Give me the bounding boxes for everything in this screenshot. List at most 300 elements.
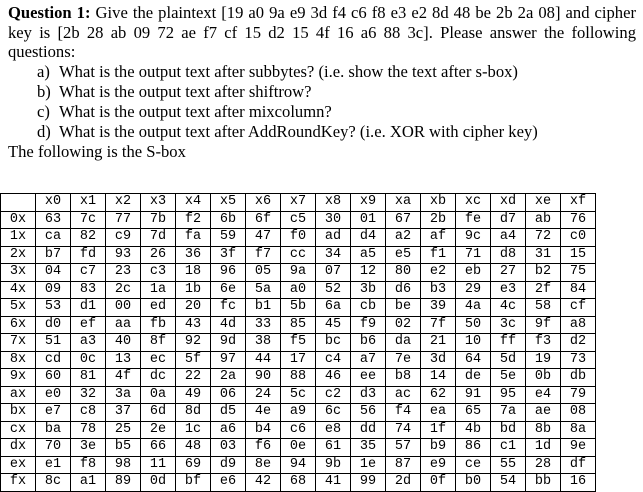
- sbox-cell: f0: [281, 229, 316, 247]
- sbox-cell: d0: [36, 316, 71, 334]
- sbox-cell: f7: [246, 246, 281, 264]
- sbox-cell: 7f: [421, 316, 456, 334]
- question-item-letter: a): [37, 61, 50, 81]
- sbox-row-header: 6x: [1, 316, 36, 334]
- sbox-cell: 92: [176, 334, 211, 352]
- sbox-col-header: x4: [176, 194, 211, 212]
- sbox-cell: d6: [386, 281, 421, 299]
- sbox-cell: 9c: [456, 229, 491, 247]
- sbox-cell: 49: [176, 386, 211, 404]
- sbox-cell: ce: [456, 456, 491, 474]
- sbox-col-header: x9: [351, 194, 386, 212]
- sbox-cell: 18: [176, 264, 211, 282]
- sbox-cell: b4: [246, 421, 281, 439]
- sbox-cell: 32: [71, 386, 106, 404]
- sbox-cell: a6: [211, 421, 246, 439]
- sbox-cell: db: [561, 369, 596, 387]
- sbox-cell: 99: [351, 474, 386, 492]
- sbox-cell: 38: [246, 334, 281, 352]
- sbox-cell: 87: [386, 456, 421, 474]
- sbox-cell: 08: [561, 404, 596, 422]
- sbox-row-header: bx: [1, 404, 36, 422]
- sbox-cell: 0b: [526, 369, 561, 387]
- sbox-cell: 98: [106, 456, 141, 474]
- sbox-cell: 43: [176, 316, 211, 334]
- question-paragraph: [8, 3, 636, 62]
- sbox-cell: f2: [176, 211, 211, 229]
- sbox-row: [1, 439, 596, 457]
- question-item: [8, 62, 636, 82]
- sbox-cell: e0: [36, 386, 71, 404]
- sbox-cell: 2f: [526, 281, 561, 299]
- sbox-cell: 76: [561, 211, 596, 229]
- sbox-cell: 41: [316, 474, 351, 492]
- sbox-cell: e6: [211, 474, 246, 492]
- sbox-col-header: xd: [491, 194, 526, 212]
- question-item-letter: b): [37, 81, 51, 101]
- sbox-row: [1, 456, 596, 474]
- sbox-cell: 40: [106, 334, 141, 352]
- sbox-cell: 97: [211, 351, 246, 369]
- sbox-cell: ab: [526, 211, 561, 229]
- sbox-cell: f6: [246, 439, 281, 457]
- sbox-cell: 3d: [421, 351, 456, 369]
- sbox-cell: 11: [141, 456, 176, 474]
- sbox-cell: b7: [36, 246, 71, 264]
- question-label: Question 1:: [8, 3, 91, 22]
- sbox-cell: 8f: [141, 334, 176, 352]
- sbox-cell: 61: [316, 439, 351, 457]
- sbox-cell: 77: [106, 211, 141, 229]
- sbox-row: [1, 316, 596, 334]
- question-item-letter: c): [37, 101, 50, 121]
- sbox-cell: 94: [281, 456, 316, 474]
- sbox-cell: 59: [211, 229, 246, 247]
- sbox-cell: eb: [456, 264, 491, 282]
- sbox-cell: f9: [351, 316, 386, 334]
- sbox-row: [1, 404, 596, 422]
- sbox-cell: 79: [561, 386, 596, 404]
- sbox-cell: 7e: [386, 351, 421, 369]
- sbox-row: [1, 299, 596, 317]
- sbox-cell: 67: [386, 211, 421, 229]
- sbox-cell: 06: [211, 386, 246, 404]
- sbox-cell: 42: [246, 474, 281, 492]
- sbox-cell: b1: [246, 299, 281, 317]
- sbox-cell: 0e: [281, 439, 316, 457]
- sbox-cell: 60: [36, 369, 71, 387]
- sbox-cell: 9b: [316, 456, 351, 474]
- sbox-cell: 84: [561, 281, 596, 299]
- sbox-cell: a3: [71, 334, 106, 352]
- sbox-cell: ff: [491, 334, 526, 352]
- sbox-row-header: 7x: [1, 334, 36, 352]
- sbox-col-header: x1: [71, 194, 106, 212]
- sbox-cell: 14: [421, 369, 456, 387]
- sbox-cell: c4: [316, 351, 351, 369]
- sbox-cell: 96: [211, 264, 246, 282]
- sbox-header-row: [1, 194, 596, 212]
- sbox-cell: 45: [316, 316, 351, 334]
- sbox-cell: aa: [106, 316, 141, 334]
- sbox-cell: 04: [36, 264, 71, 282]
- sbox-cell: 39: [421, 299, 456, 317]
- question-item: [8, 82, 636, 102]
- sbox-col-header: xf: [561, 194, 596, 212]
- sbox-cell: 64: [456, 351, 491, 369]
- sbox-cell: 4a: [456, 299, 491, 317]
- sbox-cell: 7b: [141, 211, 176, 229]
- sbox-row-header: 8x: [1, 351, 36, 369]
- sbox-cell: 2c: [106, 281, 141, 299]
- sbox-cell: b0: [456, 474, 491, 492]
- sbox-cell: 7d: [141, 229, 176, 247]
- sbox-cell: c5: [281, 211, 316, 229]
- sbox-cell: 31: [526, 246, 561, 264]
- question-item-text: What is the output text after mixcolumn?: [59, 101, 332, 121]
- sbox-cell: 2b: [421, 211, 456, 229]
- sbox-cell: 8e: [246, 456, 281, 474]
- sbox-cell: ed: [141, 299, 176, 317]
- sbox-row: [1, 421, 596, 439]
- sbox-cell: 1d: [526, 439, 561, 457]
- sbox-row-header: 0x: [1, 211, 36, 229]
- sbox-cell: 63: [36, 211, 71, 229]
- sbox-col-header: x7: [281, 194, 316, 212]
- sbox-row-header: dx: [1, 439, 36, 457]
- sbox-cell: 17: [281, 351, 316, 369]
- sbox-row-header: 3x: [1, 264, 36, 282]
- sbox-cell: bd: [491, 421, 526, 439]
- sbox-col-header: xc: [456, 194, 491, 212]
- sbox-cell: 88: [281, 369, 316, 387]
- sbox-cell: 3e: [71, 439, 106, 457]
- sbox-cell: 74: [386, 421, 421, 439]
- sbox-cell: 19: [526, 351, 561, 369]
- sbox-cell: ea: [421, 404, 456, 422]
- sbox-corner-cell: [1, 194, 36, 212]
- sbox-cell: 66: [141, 439, 176, 457]
- sbox-row: [1, 334, 596, 352]
- sbox-row-header: ex: [1, 456, 36, 474]
- sbox-cell: 28: [526, 456, 561, 474]
- sbox-cell: 2d: [386, 474, 421, 492]
- sbox-cell: 36: [176, 246, 211, 264]
- sbox-cell: 8a: [561, 421, 596, 439]
- sbox-cell: cd: [36, 351, 71, 369]
- sbox-cell: d7: [491, 211, 526, 229]
- sbox-col-header: x5: [211, 194, 246, 212]
- sbox-cell: d3: [351, 386, 386, 404]
- sbox-cell: bf: [176, 474, 211, 492]
- sbox-cell: 27: [491, 264, 526, 282]
- sbox-cell: 05: [246, 264, 281, 282]
- sbox-cell: d9: [211, 456, 246, 474]
- sbox-cell: b9: [421, 439, 456, 457]
- sbox-cell: c9: [106, 229, 141, 247]
- sbox-cell: b2: [526, 264, 561, 282]
- sbox-cell: bb: [526, 474, 561, 492]
- sbox-cell: d8: [491, 246, 526, 264]
- sbox-cell: e4: [526, 386, 561, 404]
- sbox-cell: 5d: [491, 351, 526, 369]
- sbox-cell: 4d: [211, 316, 246, 334]
- sbox-cell: e2: [421, 264, 456, 282]
- sbox-cell: 6d: [141, 404, 176, 422]
- sbox-cell: e8: [316, 421, 351, 439]
- sbox-cell: 82: [71, 229, 106, 247]
- sbox-row-header: fx: [1, 474, 36, 492]
- sbox-cell: 90: [246, 369, 281, 387]
- question-item-text: What is the output text after shiftrow?: [59, 81, 312, 101]
- sbox-col-header: x2: [106, 194, 141, 212]
- sbox-col-header: x6: [246, 194, 281, 212]
- sbox-cell: 0a: [141, 386, 176, 404]
- sbox-row-header: cx: [1, 421, 36, 439]
- sbox-cell: 10: [456, 334, 491, 352]
- sbox-cell: f3: [526, 334, 561, 352]
- sbox-cell: 00: [106, 299, 141, 317]
- sbox-cell: 71: [456, 246, 491, 264]
- sbox-cell: c7: [71, 264, 106, 282]
- sbox-cell: c1: [491, 439, 526, 457]
- sbox-cell: 54: [491, 474, 526, 492]
- sbox-cell: ae: [526, 404, 561, 422]
- sbox-cell: 93: [106, 246, 141, 264]
- sbox-cell: 9a: [281, 264, 316, 282]
- sbox-row-header: 2x: [1, 246, 36, 264]
- sbox-cell: df: [561, 456, 596, 474]
- sbox-cell: d4: [351, 229, 386, 247]
- sbox-cell: 37: [106, 404, 141, 422]
- sbox-cell: 34: [316, 246, 351, 264]
- sbox-cell: cb: [351, 299, 386, 317]
- sbox-cell: 07: [316, 264, 351, 282]
- sbox-cell: b3: [421, 281, 456, 299]
- sbox-cell: 7a: [491, 404, 526, 422]
- sbox-cell: 0d: [141, 474, 176, 492]
- sbox-cell: 35: [351, 439, 386, 457]
- sbox-cell: de: [456, 369, 491, 387]
- sbox-cell: 4c: [491, 299, 526, 317]
- sbox-cell: be: [386, 299, 421, 317]
- sbox-cell: 2a: [211, 369, 246, 387]
- sbox-cell: fa: [176, 229, 211, 247]
- sbox-cell: 86: [456, 439, 491, 457]
- sbox-row: [1, 474, 596, 492]
- sbox-cell: e7: [36, 404, 71, 422]
- sbox-row: [1, 264, 596, 282]
- sbox-cell: 83: [71, 281, 106, 299]
- sbox-cell: 75: [561, 264, 596, 282]
- sbox-cell: 1e: [351, 456, 386, 474]
- sbox-cell: 6c: [316, 404, 351, 422]
- sbox-cell: 53: [36, 299, 71, 317]
- sbox-cell: c8: [71, 404, 106, 422]
- question-item-text: What is the output text after subbytes? (i.e. show the text after s-box): [59, 61, 518, 81]
- sbox-cell: fd: [71, 246, 106, 264]
- sbox-cell: fc: [211, 299, 246, 317]
- sbox-cell: 09: [36, 281, 71, 299]
- sbox-cell: 25: [106, 421, 141, 439]
- sbox-cell: 0c: [71, 351, 106, 369]
- sbox-row: [1, 386, 596, 404]
- sbox-col-header: xb: [421, 194, 456, 212]
- sbox-cell: 1a: [141, 281, 176, 299]
- sbox-cell: 6f: [246, 211, 281, 229]
- sbox-cell: f5: [281, 334, 316, 352]
- sbox-cell: 9d: [211, 334, 246, 352]
- sbox-cell: 52: [316, 281, 351, 299]
- sbox-cell: b6: [351, 334, 386, 352]
- sbox-table: [0, 193, 596, 492]
- sbox-cell: 62: [421, 386, 456, 404]
- sbox-cell: a9: [281, 404, 316, 422]
- sbox-cell: 8c: [36, 474, 71, 492]
- sbox-cell: a2: [386, 229, 421, 247]
- sbox-cell: a4: [491, 229, 526, 247]
- sbox-cell: ee: [351, 369, 386, 387]
- sbox-cell: b5: [106, 439, 141, 457]
- sbox-cell: ca: [36, 229, 71, 247]
- question-text: Give the plaintext [19 a0 9a e9 3d f4 c6 f8 e3 e2 8d 48 be 2b 2a 08] and cipher key is [2b 28 ab 09 72 ae f7 cf 15 d2 15 4f 16 a6 88 3c]. Please answer the following questions:: [8, 3, 636, 61]
- sbox-cell: ac: [386, 386, 421, 404]
- sbox-cell: 2e: [141, 421, 176, 439]
- sbox-cell: ef: [71, 316, 106, 334]
- sbox-cell: 51: [36, 334, 71, 352]
- sbox-cell: 16: [561, 474, 596, 492]
- sbox-cell: a0: [281, 281, 316, 299]
- sbox-col-header: xe: [526, 194, 561, 212]
- sbox-cell: fb: [141, 316, 176, 334]
- sbox-cell: 47: [246, 229, 281, 247]
- sbox-cell: c6: [281, 421, 316, 439]
- sbox-cell: 4f: [106, 369, 141, 387]
- sbox-cell: f4: [386, 404, 421, 422]
- sbox-row: [1, 211, 596, 229]
- sbox-cell: 3f: [211, 246, 246, 264]
- sbox-cell: 33: [246, 316, 281, 334]
- document-page: [8, 3, 636, 162]
- sbox-cell: 78: [71, 421, 106, 439]
- sbox-cell: 89: [106, 474, 141, 492]
- sbox-cell: 23: [106, 264, 141, 282]
- sbox-row: [1, 246, 596, 264]
- sbox-cell: a8: [561, 316, 596, 334]
- sbox-cell: da: [386, 334, 421, 352]
- sbox-cell: 26: [141, 246, 176, 264]
- sbox-cell: 55: [491, 456, 526, 474]
- sbox-cell: a5: [351, 246, 386, 264]
- sbox-cell: cc: [281, 246, 316, 264]
- sbox-cell: 50: [456, 316, 491, 334]
- sbox-cell: 3b: [351, 281, 386, 299]
- sbox-cell: 46: [316, 369, 351, 387]
- sbox-cell: 03: [211, 439, 246, 457]
- sbox-row: [1, 281, 596, 299]
- sbox-cell: af: [421, 229, 456, 247]
- sbox-cell: 72: [526, 229, 561, 247]
- sbox-cell: 91: [456, 386, 491, 404]
- sbox-cell: a1: [71, 474, 106, 492]
- sbox-cell: 0f: [421, 474, 456, 492]
- sbox-cell: 5a: [246, 281, 281, 299]
- sbox-cell: dd: [351, 421, 386, 439]
- sbox-cell: 57: [386, 439, 421, 457]
- sbox-cell: 73: [561, 351, 596, 369]
- question-list: [8, 62, 636, 142]
- sbox-cell: 70: [36, 439, 71, 457]
- sbox-row: [1, 369, 596, 387]
- sbox-cell: 5f: [176, 351, 211, 369]
- sbox-cell: e9: [421, 456, 456, 474]
- sbox-row: [1, 351, 596, 369]
- sbox-cell: 56: [351, 404, 386, 422]
- question-item-text: What is the output text after AddRoundKey? (i.e. XOR with cipher key): [59, 121, 538, 141]
- sbox-cell: 68: [281, 474, 316, 492]
- sbox-cell: f8: [71, 456, 106, 474]
- sbox-cell: d2: [561, 334, 596, 352]
- sbox-cell: 12: [351, 264, 386, 282]
- sbox-col-header: xa: [386, 194, 421, 212]
- sbox-row-header: 1x: [1, 229, 36, 247]
- sbox-cell: ba: [36, 421, 71, 439]
- sbox-cell: b8: [386, 369, 421, 387]
- sbox-cell: 69: [176, 456, 211, 474]
- question-item: [8, 102, 636, 122]
- question-item-letter: d): [37, 121, 51, 141]
- sbox-cell: d5: [211, 404, 246, 422]
- sbox-cell: c3: [141, 264, 176, 282]
- sbox-row-header: 9x: [1, 369, 36, 387]
- sbox-cell: 6a: [316, 299, 351, 317]
- sbox-cell: 3a: [106, 386, 141, 404]
- sbox-cell: a7: [351, 351, 386, 369]
- sbox-cell: 1f: [421, 421, 456, 439]
- sbox-cell: f1: [421, 246, 456, 264]
- sbox-cell: 6b: [211, 211, 246, 229]
- sbox-cell: 22: [176, 369, 211, 387]
- sbox-cell: 21: [421, 334, 456, 352]
- sbox-cell: ad: [316, 229, 351, 247]
- sbox-cell: 65: [456, 404, 491, 422]
- sbox-cell: 85: [281, 316, 316, 334]
- sbox-cell: 81: [71, 369, 106, 387]
- sbox-cell: d1: [71, 299, 106, 317]
- sbox-cell: 1b: [176, 281, 211, 299]
- sbox-cell: dc: [141, 369, 176, 387]
- sbox-cell: bc: [316, 334, 351, 352]
- sbox-row-header: 4x: [1, 281, 36, 299]
- sbox-heading: The following is the S-box: [8, 141, 186, 161]
- sbox-cell: 02: [386, 316, 421, 334]
- sbox-cell: 5e: [491, 369, 526, 387]
- sbox-cell: e1: [36, 456, 71, 474]
- sbox-cell: 95: [491, 386, 526, 404]
- sbox-cell: 4b: [456, 421, 491, 439]
- sbox-cell: 80: [386, 264, 421, 282]
- sbox-cell: 9e: [561, 439, 596, 457]
- sbox-cell: 20: [176, 299, 211, 317]
- sbox-cell: c0: [561, 229, 596, 247]
- sbox-cell: ec: [141, 351, 176, 369]
- sbox-cell: fe: [456, 211, 491, 229]
- sbox-cell: 29: [456, 281, 491, 299]
- sbox-row: [1, 229, 596, 247]
- sbox-cell: 1c: [176, 421, 211, 439]
- sbox-cell: 15: [561, 246, 596, 264]
- sbox-cell: e3: [491, 281, 526, 299]
